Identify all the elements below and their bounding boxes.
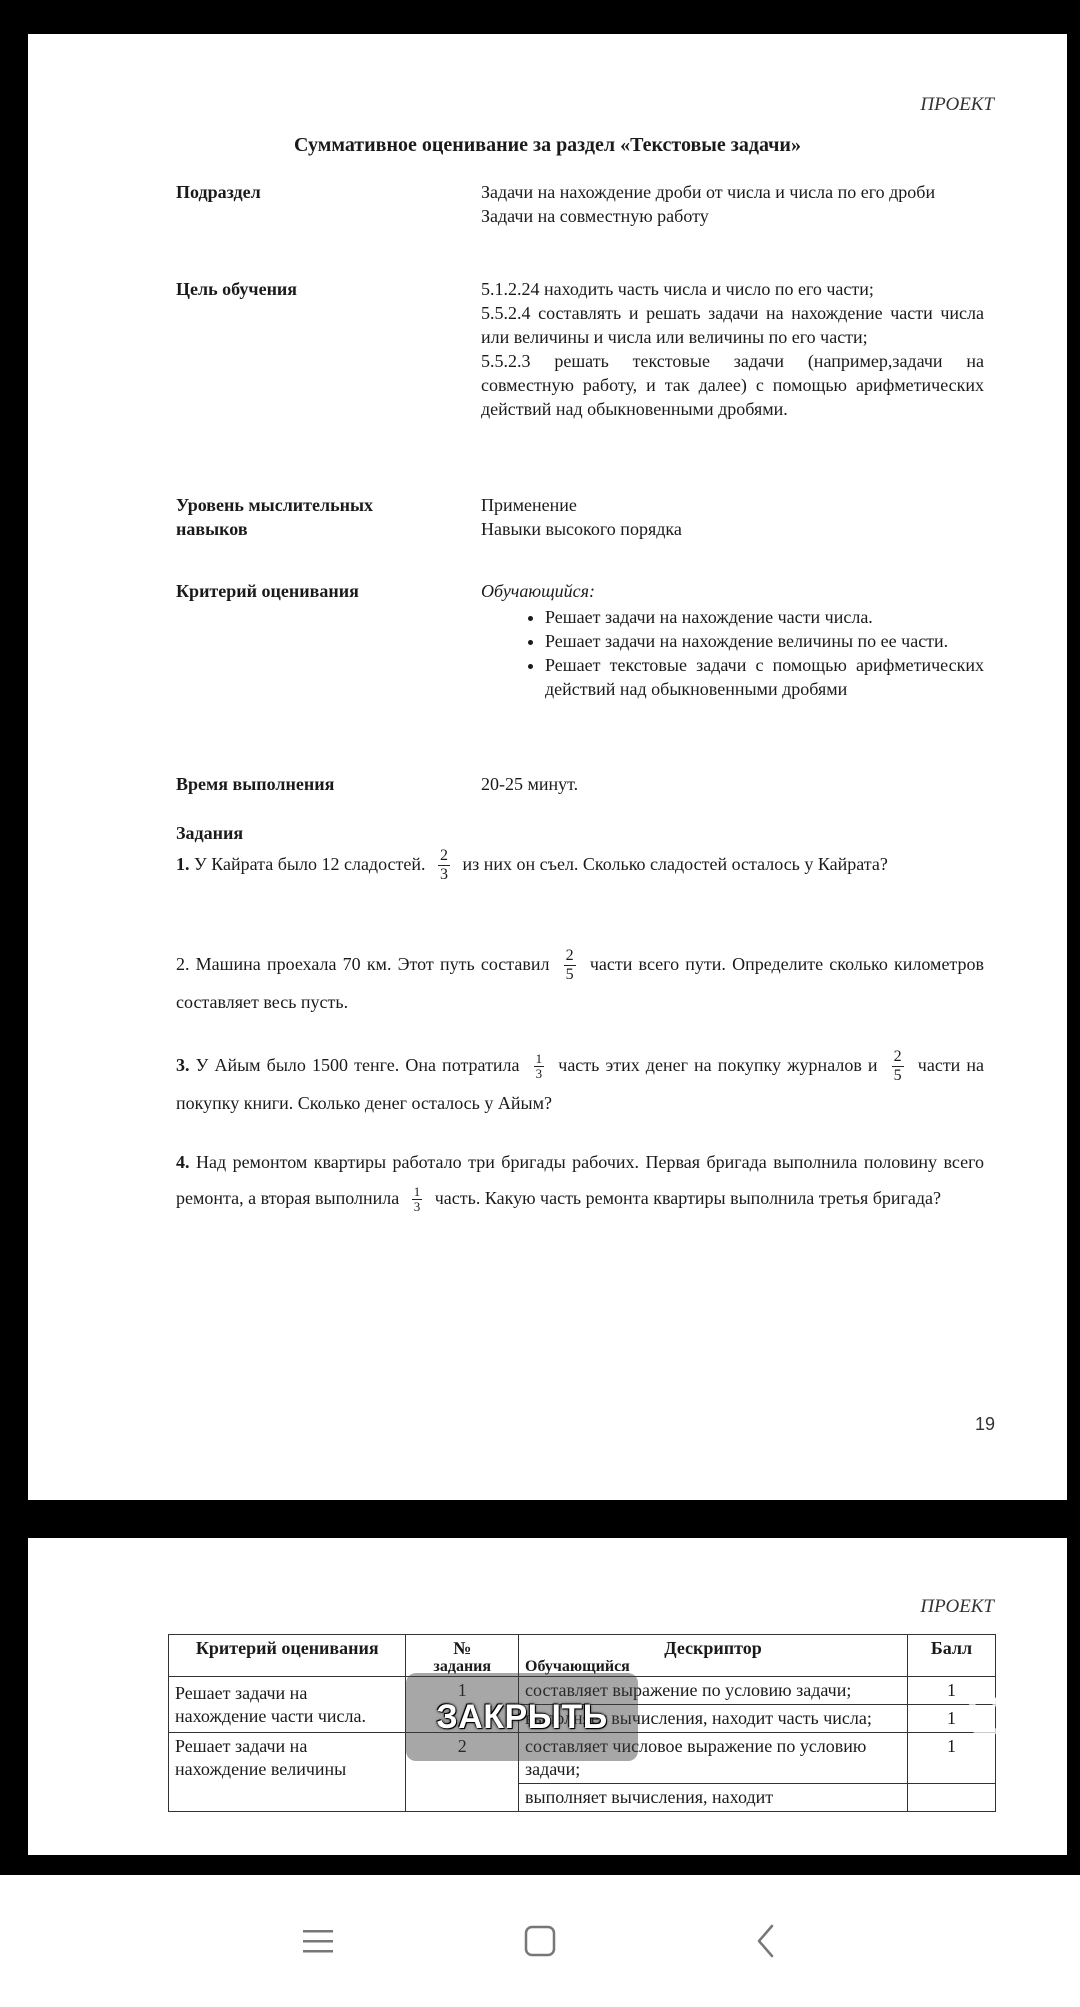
thinking-line: Навыки высокого порядка bbox=[481, 519, 682, 539]
header-subtext: Обучающийся bbox=[525, 1658, 630, 1675]
time-label: Время выполнения bbox=[176, 774, 335, 794]
page-number: 19 bbox=[974, 1414, 995, 1434]
header-text: № bbox=[453, 1638, 472, 1658]
task-text: Над ремонтом квартиры работало три бригады рабочих. Первая бригада выполнила половину всего ремонта, а вторая выполнила bbox=[176, 1152, 985, 1208]
thinking-value bbox=[481, 493, 984, 541]
task-number-cell: 2 bbox=[406, 1733, 519, 1812]
task-1 bbox=[176, 846, 984, 884]
fraction bbox=[564, 947, 576, 984]
fraction bbox=[438, 847, 450, 884]
fraction bbox=[412, 1185, 423, 1214]
page-title: Суммативное оценивание за раздел «Текстовые задачи» bbox=[294, 134, 801, 156]
score-cell: 1 bbox=[907, 1677, 995, 1705]
thinking-line: Применение bbox=[481, 495, 577, 515]
subsection-value bbox=[481, 180, 984, 228]
score-cell bbox=[907, 1784, 995, 1812]
table-header bbox=[519, 1635, 908, 1677]
criteria-intro: Обучающийся: bbox=[481, 581, 596, 601]
fraction-denominator: 5 bbox=[565, 966, 574, 984]
criteria-label: Критерий оценивания bbox=[176, 581, 359, 601]
criterion-cell: Решает задачи на нахождение части числа. bbox=[169, 1677, 406, 1733]
task-3 bbox=[176, 1047, 984, 1121]
fraction-numerator: 1 bbox=[535, 1051, 543, 1067]
menu-icon bbox=[301, 1926, 335, 1956]
descriptor-cell: выполняет вычисления, находит часть числа; bbox=[519, 1705, 908, 1733]
time-value: 20-25 минут. bbox=[481, 774, 579, 794]
table-header bbox=[406, 1635, 519, 1677]
subsection-line: Задачи на нахождение дроби от числа и числа по его дроби bbox=[481, 182, 936, 202]
criteria-list bbox=[481, 605, 984, 701]
subsection-line: Задачи на совместную работу bbox=[481, 206, 709, 226]
header-subtext: задания bbox=[433, 1658, 492, 1675]
task-text: из них он съел. Сколько сладостей осталось у Кайрата? bbox=[462, 854, 888, 874]
criteria-item: • Решает текстовые задачи с помощью арифметических действий над обыкновенными дробями bbox=[545, 653, 984, 701]
home-icon bbox=[523, 1924, 557, 1958]
descriptor-cell: составляет числовое выражение по условию задачи; bbox=[519, 1733, 908, 1784]
close-button[interactable]: ЗАКРЫТЬ bbox=[406, 1673, 638, 1761]
home-button[interactable] bbox=[512, 1913, 568, 1969]
criteria-item: • Решает задачи на нахождение части числа. bbox=[545, 605, 984, 629]
task-4 bbox=[176, 1144, 984, 1216]
menu-button[interactable] bbox=[290, 1913, 346, 1969]
document-page-1 bbox=[28, 34, 1067, 1500]
fraction-denominator: 3 bbox=[440, 866, 449, 884]
fraction bbox=[892, 1048, 904, 1085]
fraction-numerator: 2 bbox=[565, 947, 574, 965]
goal-line: 5.1.2.24 находить часть числа и число по его части; bbox=[481, 279, 874, 299]
task-text: часть этих денег на покупку журналов и bbox=[558, 1055, 878, 1075]
fraction-denominator: 3 bbox=[413, 1199, 421, 1215]
criterion-cell: Решает задачи на нахождение величины bbox=[169, 1733, 406, 1812]
criteria-value bbox=[481, 579, 984, 701]
task-text: . Машина проехала 70 км. Этот путь составил bbox=[185, 954, 550, 974]
fraction-denominator: 5 bbox=[893, 1067, 902, 1085]
back-button[interactable] bbox=[738, 1913, 794, 1969]
criteria-item: • Решает задачи на нахождение величины по ее части. bbox=[545, 629, 984, 653]
task-text: У Кайрата было 12 сладостей. bbox=[194, 854, 426, 874]
thinking-label: Уровень мыслительных навыков bbox=[176, 495, 374, 539]
system-navigation-bar bbox=[0, 1875, 1080, 2007]
task-text: части на покупку книги. Сколько денег осталось у Айым? bbox=[176, 1055, 985, 1114]
descriptor-cell: выполняет вычисления, находит bbox=[519, 1784, 908, 1812]
fraction-numerator: 2 bbox=[440, 847, 449, 865]
task-number: 1. bbox=[176, 854, 190, 874]
fraction bbox=[534, 1052, 545, 1081]
task-text: части всего пути. Определите сколько километров составляет весь пусть. bbox=[176, 954, 985, 1013]
header-text: Дескриптор bbox=[664, 1638, 762, 1658]
task-number: 4. bbox=[176, 1152, 190, 1172]
table-header-row bbox=[169, 1635, 996, 1677]
goal-line: 5.5.2.3 решать текстовые задачи (например,задачи на совместную работу, и так далее) с помощью арифметических действий над обыкновенными дробями. bbox=[481, 351, 984, 419]
task-number-cell: 1 bbox=[406, 1677, 519, 1733]
back-icon bbox=[754, 1923, 778, 1959]
rotate-icon[interactable] bbox=[958, 1688, 1014, 1744]
goal-value bbox=[481, 277, 984, 421]
goal-line: 5.5.2.4 составлять и решать задачи на нахождение части числа или величины и числа или величины по его части; bbox=[481, 303, 984, 347]
subsection-label: Подраздел bbox=[176, 182, 261, 202]
tasks-heading: Задания bbox=[176, 823, 244, 843]
table-header: Критерий оценивания bbox=[169, 1635, 406, 1677]
table-header: Балл bbox=[907, 1635, 995, 1677]
score-cell: 1 bbox=[907, 1705, 995, 1733]
descriptor-cell: составляет выражение по условию задачи; bbox=[519, 1677, 908, 1705]
task-2 bbox=[176, 946, 984, 1020]
score-cell: 1 bbox=[907, 1733, 995, 1784]
fraction-numerator: 1 bbox=[413, 1184, 421, 1200]
fraction-denominator: 3 bbox=[535, 1066, 543, 1082]
task-text: У Айым было 1500 тенге. Она потратила bbox=[195, 1055, 520, 1075]
project-stamp: ПРОЕКТ bbox=[920, 1596, 994, 1617]
task-text: часть. Какую часть ремонта квартиры выполнила третья бригада? bbox=[434, 1188, 942, 1208]
goal-label: Цель обучения bbox=[176, 279, 298, 299]
task-number: 2 bbox=[176, 954, 185, 974]
project-stamp: ПРОЕКТ bbox=[920, 94, 994, 115]
task-number: 3. bbox=[176, 1055, 190, 1075]
fraction-numerator: 2 bbox=[893, 1048, 902, 1066]
